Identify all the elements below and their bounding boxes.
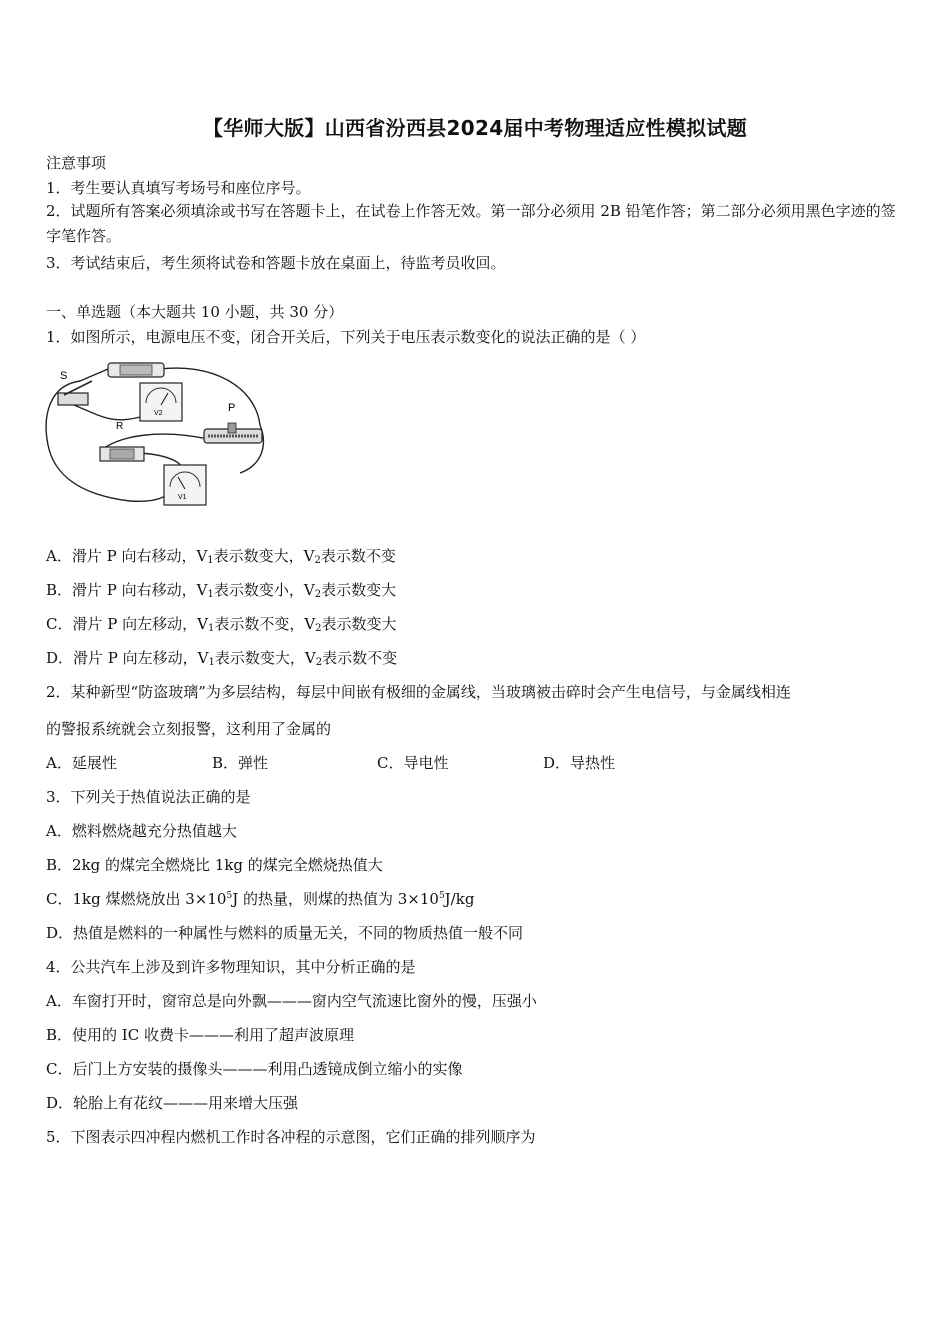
q2-stem-line1: 2．某种新型“防盗玻璃”为多层结构，每层中间嵌有极细的金属线，当玻璃被击碎时会产生电信号，与金属线相连 [46, 683, 791, 701]
voltmeter-v2-icon [140, 383, 182, 421]
notice-item-1: 1．考生要认真填写考场号和座位序号。 [46, 179, 311, 197]
circuit-diagram [40, 355, 280, 515]
notice-heading: 注意事项 [46, 154, 107, 172]
q3-stem: 3．下列关于热值说法正确的是 [46, 788, 251, 806]
q3-option-c: C．1kg 煤燃烧放出 $3\times 10^5J$ 的热量，则煤的热值为 $3\times 10^5J/kg$ [46, 890, 475, 908]
q3-option-b: B．2kg 的煤完全燃烧比 1kg 的煤完全燃烧热值大 [46, 856, 383, 874]
rheostat-label: P [228, 402, 236, 414]
q4-stem: 4．公共汽车上涉及到许多物理知识，其中分析正确的是 [46, 958, 416, 976]
voltmeter-v1-icon [164, 465, 206, 505]
wire-mid [64, 401, 208, 473]
q2-option-d: D．导热性 [543, 754, 616, 772]
q4-option-d: D．轮胎上有花纹———用来增大压强 [46, 1094, 299, 1112]
q5-stem: 5．下图表示四冲程内燃机工作时各冲程的示意图，它们正确的排列顺序为 [46, 1128, 536, 1146]
q1-option-d: D．滑片 P 向左移动，$V_1$表示数变大，$V_2$表示数不变 [46, 649, 398, 668]
q4-option-c: C．后门上方安装的摄像头———利用凸透镜成倒立缩小的实像 [46, 1060, 463, 1078]
switch-icon [58, 381, 92, 405]
q1-stem: 1．如图所示，电源电压不变，闭合开关后，下列关于电压表示数变化的说法正确的是（ ） [46, 328, 646, 346]
notice-item-2: 2．试题所有答案必须填涂或书写在答题卡上，在试卷上作答无效。第一部分必须用 2B 铅笔作答；第二部分必须用黑色字迹的签字笔作答。 [46, 202, 896, 245]
q4-option-a: A．车窗打开时，窗帘总是向外飘———窗内空气流速比窗外的慢，压强小 [46, 992, 537, 1010]
q1-option-b: B．滑片 P 向右移动，$V_1$表示数变小，$V_2$表示数变大 [46, 581, 397, 600]
q2-option-c: C．导电性 [377, 754, 449, 772]
rheostat-icon [204, 423, 262, 443]
q2-option-b: B．弹性 [212, 754, 269, 772]
q3-option-d: D．热值是燃料的一种属性与燃料的质量无关，不同的物质热值一般不同 [46, 924, 524, 942]
resistor-icon [100, 447, 144, 461]
svg-text:V2: V2 [154, 410, 163, 417]
page-title: 【华师大版】山西省汾西县2024届中考物理适应性模拟试题 [202, 116, 748, 140]
q1-option-c: C．滑片 P 向左移动，$V_1$表示数不变，$V_2$表示数变大 [46, 615, 397, 634]
notice-item-3: 3．考试结束后，考生须将试卷和答题卡放在桌面上，待监考员收回。 [46, 254, 506, 272]
q2-stem-line2: 的警报系统就会立刻报警，这利用了金属的 [46, 720, 332, 738]
q4-option-b: B．使用的 IC 收费卡———利用了超声波原理 [46, 1026, 354, 1044]
battery-icon [108, 363, 164, 377]
q3-option-a: A．燃料燃烧越充分热值越大 [46, 822, 237, 840]
q2-option-a: A．延展性 [46, 754, 117, 772]
resistor-label: R [116, 421, 124, 432]
section-heading: 一、单选题（本大题共 10 小题，共 30 分） [46, 303, 344, 321]
q1-option-a: A．滑片 P 向右移动，$V_1$表示数变大，$V_2$表示数不变 [46, 547, 396, 566]
svg-text:V1: V1 [178, 494, 187, 501]
switch-label: S [60, 370, 68, 382]
